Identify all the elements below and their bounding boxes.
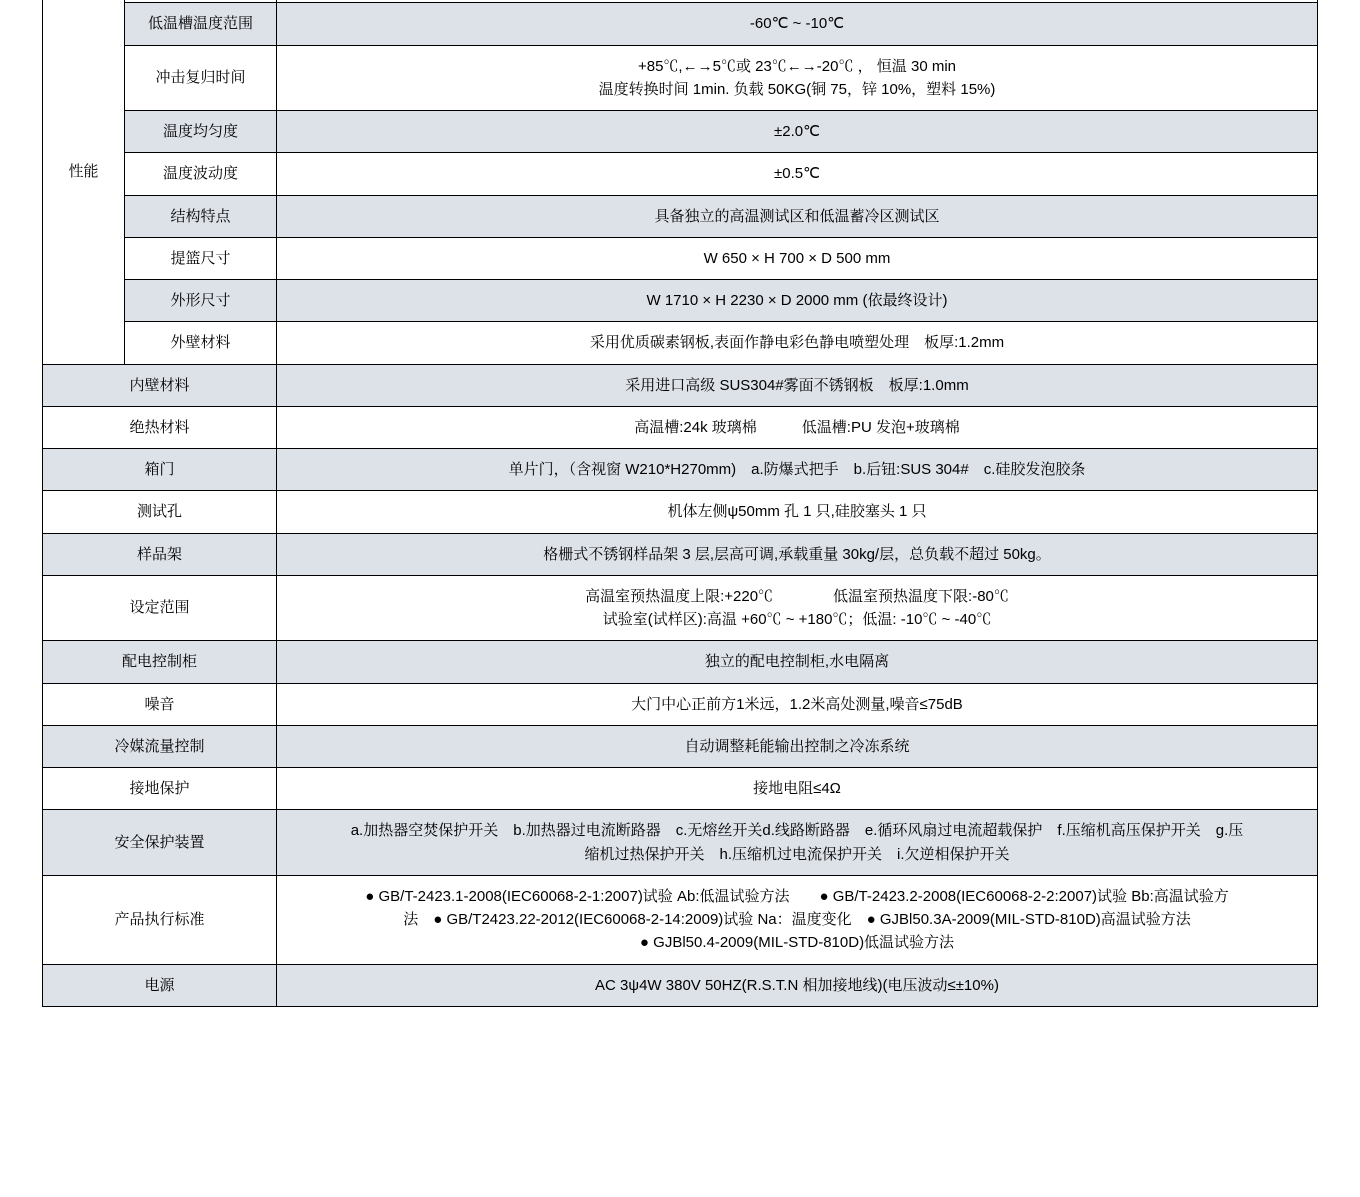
row-label: 产品执行标准 [43,875,277,964]
row-value: 采用优质碳素钢板,表面作静电彩色静电喷塑处理 板厚:1.2mm [277,322,1318,364]
table-row [43,768,1318,810]
row-value-line: 法 ● GB/T2423.22-2012(IEC60068-2-14:2009)试验 Na：温度变化 ● GJBl50.3A-2009(MIL-STD-810D)高温试验方法 [403,911,1191,928]
row-label: 电源 [43,964,277,1006]
row-label: 温度波动度 [125,153,277,195]
row-label: 低温槽温度范围 [125,3,277,45]
row-label: 冷媒流量控制 [43,725,277,767]
table-row [43,153,1318,195]
row-value-line: ● GB/T-2423.1-2008(IEC60068-2-1:2007)试验 Ab:低温试验方法 ● GB/T-2423.2-2008(IEC60068-2-2:2007)试验 Bb:高温试验方 [365,887,1229,905]
row-value-line: 高温室预热温度上限:+220℃ 低温室预热温度下限:-80℃ [585,587,1009,605]
table-row [43,3,1318,45]
row-value-line: 温度转换时间 1min. 负载 50KG(铜 75，锌 10%，塑料 15%) [598,80,996,98]
table-row [43,195,1318,237]
row-value: AC 3ψ4W 380V 50HZ(R.S.T.N 相加接地线)(电压波动≤±10%) [277,964,1318,1006]
table-row [43,875,1318,964]
row-label: 安全保护装置 [43,810,277,876]
row-value-line: 试验室(试样区):高温 +60℃ ~ +180℃；低温: -10℃ ~ -40℃ [602,611,992,628]
row-value: 独立的配电控制柜,水电隔离 [277,641,1318,683]
row-value: 自动调整耗能输出控制之冷冻系统 [277,725,1318,767]
specification-table [42,0,1318,1007]
row-label: 设定范围 [43,575,277,641]
table-row [43,964,1318,1006]
row-value [277,45,1318,111]
row-value: ±0.5℃ [277,153,1318,195]
row-label: 测试孔 [43,491,277,533]
table-row [43,237,1318,279]
row-label: 冲击复归时间 [125,45,277,111]
row-value: 具备独立的高温测试区和低温蓄冷区测试区 [277,195,1318,237]
row-value: W 650 × H 700 × D 500 mm [277,237,1318,279]
row-label: 接地保护 [43,768,277,810]
table-row [43,406,1318,448]
table-row [43,810,1318,876]
table-row [43,725,1318,767]
row-label: 内壁材料 [43,364,277,406]
row-value: 格栅式不锈钢样品架 3 层,层高可调,承载重量 30kg/层，总负载不超过 50kg。 [277,533,1318,575]
row-value [277,810,1318,876]
row-value: 大门中心正前方1米远，1.2米高处测量,噪音≤75dB [277,683,1318,725]
row-value-line: +85℃,←→5℃或 23℃←→-20℃ ， 恒温 30 min [637,57,956,75]
row-label: 绝热材料 [43,406,277,448]
row-label: 箱门 [43,449,277,491]
row-value: 高温槽:24k 玻璃棉 低温槽:PU 发泡+玻璃棉 [277,406,1318,448]
table-row [43,449,1318,491]
table-row [43,533,1318,575]
row-value: 单片门，（含视窗 W210*H270mm) a.防爆式把手 b.后钮:SUS 304# c.硅胶发泡胶条 [277,449,1318,491]
table-row [43,575,1318,641]
row-value: 机体左侧ψ50mm 孔 1 只,硅胶塞头 1 只 [277,491,1318,533]
row-value-line: a.加热器空焚保护开关 b.加热器过电流断路器 c.无熔丝开关d.线路断路器 e.循环风扇过电流超载保护 f.压缩机高压保护开关 g.压 [350,822,1244,840]
row-group-label: 性能 [43,0,125,364]
row-value [277,875,1318,964]
table-body [43,0,1318,1006]
row-label: 温度均匀度 [125,111,277,153]
row-label: 配电控制柜 [43,641,277,683]
row-value: W 1710 × H 2230 × D 2000 mm (依最终设计) [277,280,1318,322]
row-value: ±2.0℃ [277,111,1318,153]
row-value [277,575,1318,641]
row-value: 采用进口高级 SUS304#雾面不锈钢板 板厚:1.0mm [277,364,1318,406]
table-row [43,364,1318,406]
row-label: 样品架 [43,533,277,575]
table-row [43,280,1318,322]
table-row [43,683,1318,725]
table-row [43,45,1318,111]
row-value-line: ● GJBl50.4-2009(MIL-STD-810D)低温试验方法 [639,934,955,952]
row-label: 提篮尺寸 [125,237,277,279]
row-label: 噪音 [43,683,277,725]
table-row [43,641,1318,683]
row-label: 外壁材料 [125,322,277,364]
row-value-line: 缩机过热保护开关 h.压缩机过电流保护开关 i.欠逆相保护开关 [584,845,1010,863]
row-label: 结构特点 [125,195,277,237]
table-row [43,491,1318,533]
table-row [43,111,1318,153]
table-row [43,322,1318,364]
row-label: 外形尺寸 [125,280,277,322]
row-value: -60℃ ~ -10℃ [277,3,1318,45]
row-value: 接地电阻≤4Ω [277,768,1318,810]
